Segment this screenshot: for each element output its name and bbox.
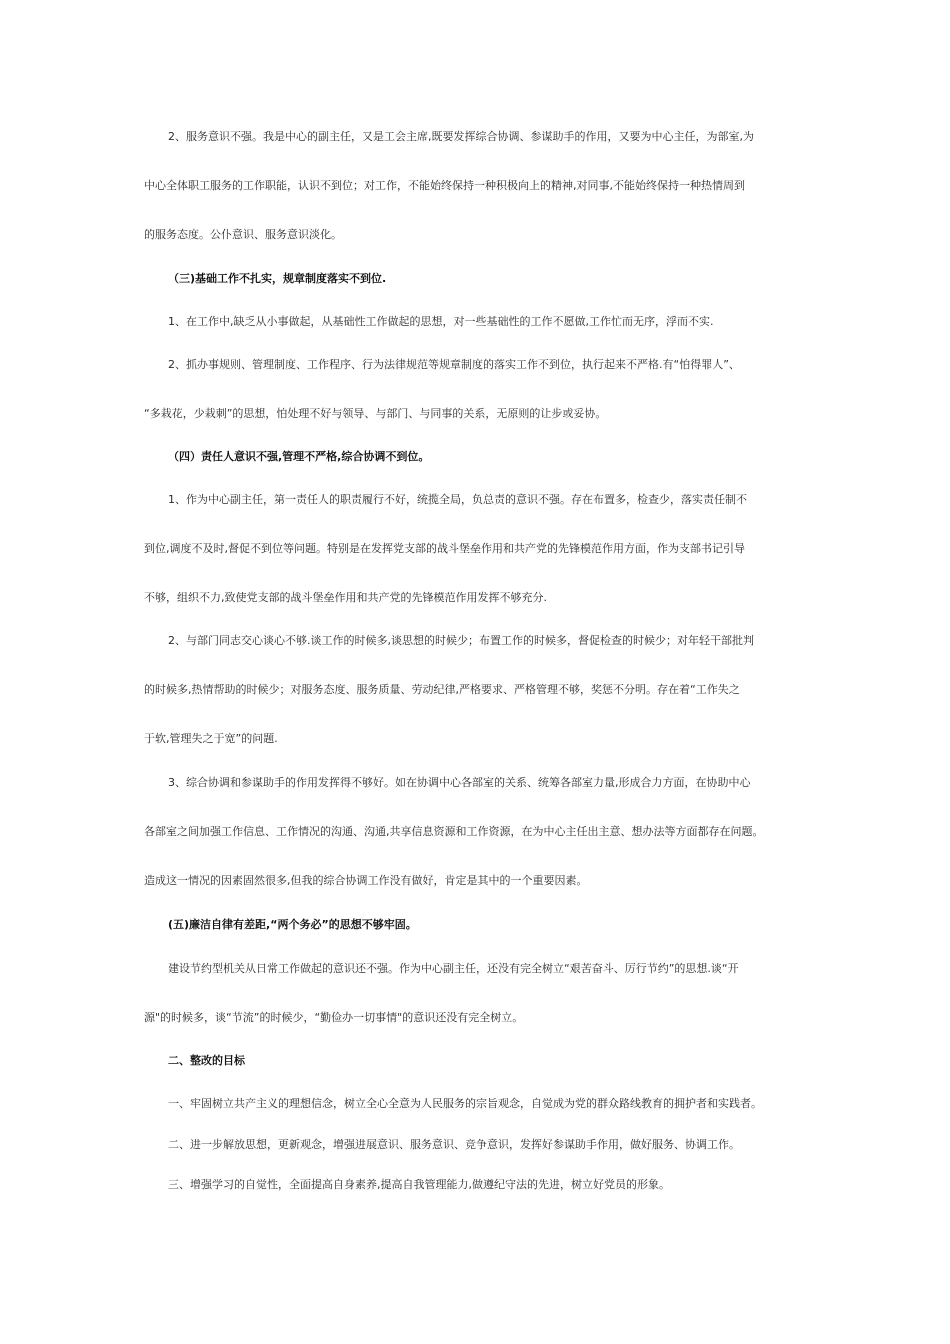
goal-item: 三、增强学习的自觉性，全面提高自身素养,提高自我管理能力,做遵纪守法的先进，树立好党员的形象。	[168, 1178, 670, 1191]
para-line: 1、在工作中,缺乏从小事做起，从基础性工作做起的思想，对一些基础性的工作不愿做,工作忙而无序，浮而不实.	[168, 315, 714, 328]
para-line: 各部室之间加强工作信息、工作情况的沟通、沟通,共享信息资源和工作资源，在为中心主任出主意、想办法等方面都存在问题。	[144, 825, 764, 838]
para-line: 2、与部门同志交心谈心不够.谈工作的时候多,谈思想的时候少；布置工作的时候多，督促检查的时候少；对年轻干部批判	[168, 634, 754, 647]
para-line: 到位,调度不及时,督促不到位等问题。特别是在发挥党支部的战斗堡垒作用和共产党的先锋模范作用方面，作为支部书记引导	[144, 542, 745, 555]
goal-item: 一、牢固树立共产主义的理想信念，树立全心全意为人民服务的宗旨观念，自觉成为党的群众路线教育的拥护者和实践者。	[168, 1097, 762, 1110]
para-line: 中心全体职工服务的工作职能，认识不到位；对工作，不能始终保持一种积极向上的精神,对同事,不能始终保持一种热情周到	[144, 179, 745, 192]
para-line: 2、服务意识不强。我是中心的副主任，又是工会主席,既要发挥综合协调、参谋助手的作用，又要为中心主任，为部室,为	[168, 130, 754, 143]
para-line: 的服务态度。公仆意识、服务意识淡化。	[144, 228, 342, 241]
para-line: 1、作为中心副主任，第一责任人的职责履行不好，统揽全局，负总责的意识不强。存在布置多，检查少，落实责任制不	[168, 493, 747, 506]
section-heading: （四）责任人意识不强,管理不严格,综合协调不到位。	[168, 450, 430, 463]
section-heading: （三)基础工作不扎实，规章制度落实不到位.	[168, 272, 387, 285]
para-line: “多栽花，少栽刺”的思想，怕处理不好与领导、与部门、与同事的关系，无原则的让步或妥协。	[144, 407, 607, 420]
section-heading: (五)廉洁自律有差距,“两个务必”的思想不够牢固。	[168, 918, 417, 931]
goal-item: 二、进一步解放思想，更新观念，增强进展意识、服务意识、竞争意识，发挥好参谋助手作用，做好服务、协调工作。	[168, 1138, 740, 1151]
para-line: 2、抓办事规则、管理制度、工作程序、行为法律规范等规章制度的落实工作不到位，执行起来不严格.有“怕得罪人”、	[168, 358, 740, 371]
para-line: 于软,管理失之于宽”的问题.	[144, 732, 278, 745]
para-line: 造成这一情况的因素固然很多,但我的综合协调工作没有做好，肯定是其中的一个重要因素。	[144, 874, 588, 887]
para-line: 源"的时候多，谈“节流”的时候少，“勤俭办一切事情"的意识还没有完全树立。	[144, 1011, 524, 1024]
para-line: 不够，组织不力,致使党支部的战斗堡垒作用和共产党的先锋模范作用发挥不够充分.	[144, 591, 547, 604]
para-line: 的时候多,热情帮助的时候少；对服务态度、服务质量、劳动纪律,严格要求、严格管理不够，奖惩不分明。存在着“工作失之	[144, 683, 740, 696]
section-heading: 二、整改的目标	[168, 1054, 245, 1067]
para-line: 建设节约型机关从日常工作做起的意识还不强。作为中心副主任，还没有完全树立“艰苦奋斗、厉行节约”的思想.谈“开	[168, 962, 739, 975]
para-line: 3、综合协调和参谋助手的作用发挥得不够好。如在协调中心各部室的关系、统筹各部室力量,形成合力方面，在协助中心	[168, 776, 751, 789]
